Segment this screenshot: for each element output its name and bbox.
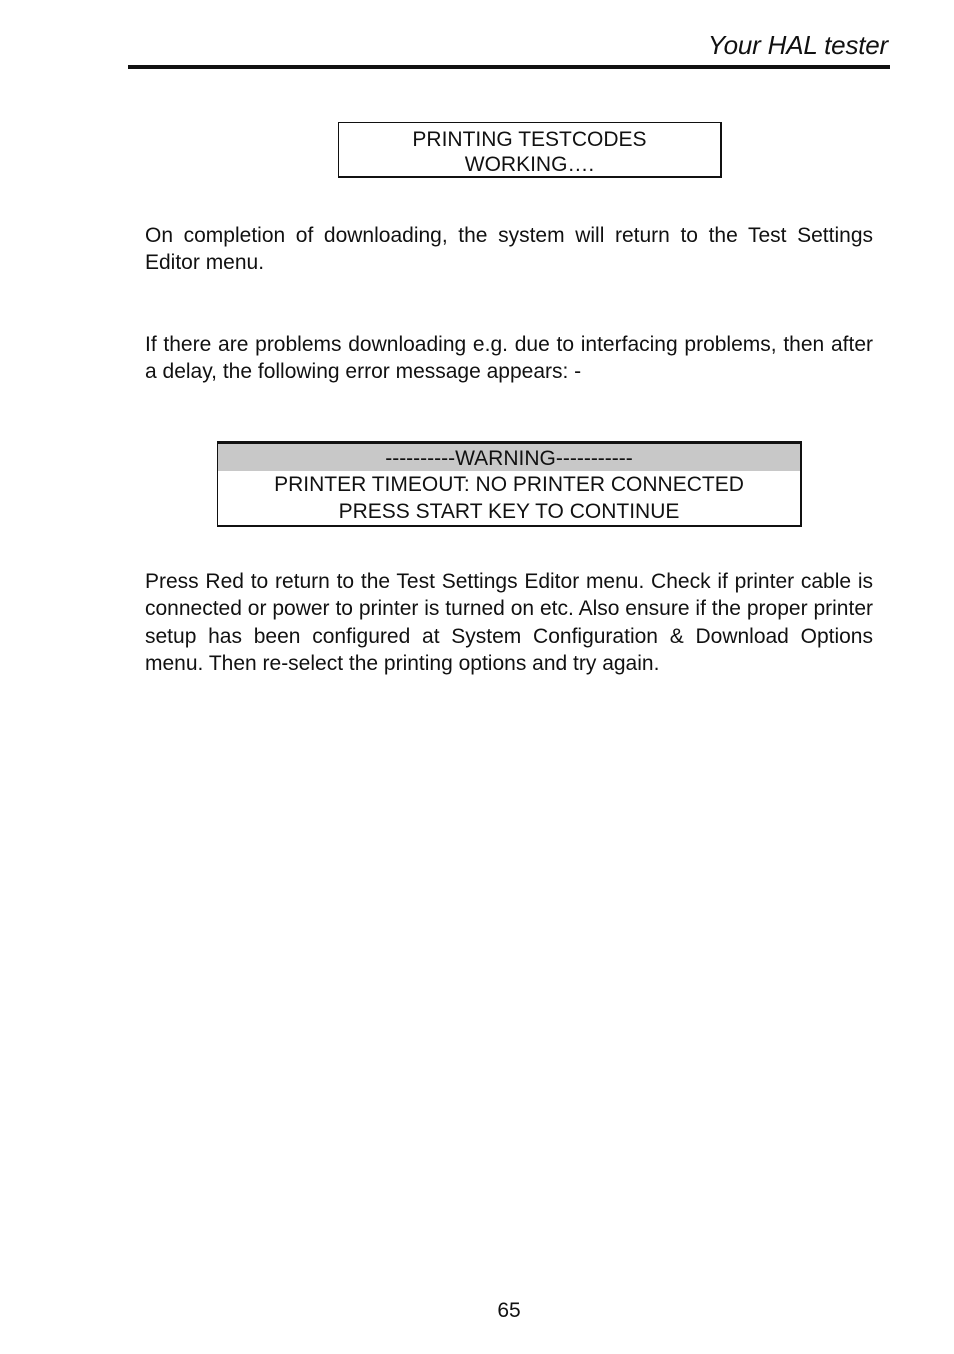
paragraph-instructions: Press Red to return to the Test Settings Editor menu. Check if printer cable is connected or power to printer is turned on etc. Also ensure if the proper printer setup has been configured at System Configuration & Download Options menu. Then re-select the printing options and try again. xyxy=(145,570,873,676)
page-header-title: Your HAL tester xyxy=(707,30,888,60)
warning-title: ----------WARNING----------- xyxy=(218,444,800,471)
status-line-2: WORKING…. xyxy=(464,153,595,176)
paragraph-problems: If there are problems downloading e.g. due to interfacing problems, then after a delay, the following error message appears: - xyxy=(145,333,873,384)
warning-display-box xyxy=(217,441,802,527)
paragraph-completion: On completion of downloading, the system will return to the Test Settings Editor menu. xyxy=(145,224,873,275)
header-rule xyxy=(128,65,890,69)
warning-line-1: PRINTER TIMEOUT: NO PRINTER CONNECTED xyxy=(274,473,744,496)
page-number: 65 xyxy=(497,1299,521,1322)
status-display-box xyxy=(338,122,722,178)
status-line-1: PRINTING TESTCODES xyxy=(412,128,647,151)
warning-line-2: PRESS START KEY TO CONTINUE xyxy=(338,500,680,523)
